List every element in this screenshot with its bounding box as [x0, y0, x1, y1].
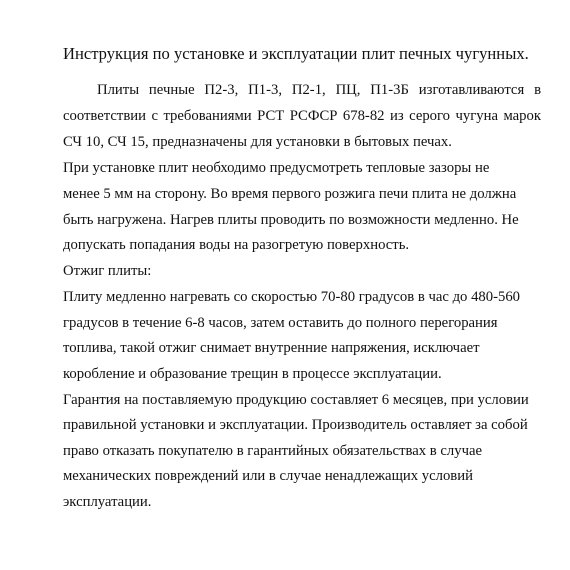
- document-title: Инструкция по установке и эксплуатации плит печных чугунных.: [63, 44, 529, 63]
- text-line: механических повреждений или в случае ненадлежащих условий: [63, 468, 473, 484]
- text-line: менее 5 мм на сторону. Во время первого розжига печи плита не должна: [63, 186, 517, 202]
- text-line: соответствии с требованиями РСТ РСФСР 678-82 из серого чугуна марок: [63, 108, 541, 124]
- text-line: допускать попадания воды на разогретую поверхность.: [63, 237, 410, 253]
- text-line: коробление и образование трещин в процессе эксплуатации.: [63, 366, 442, 382]
- text-line: Плиты печные П2-3, П1-3, П2-1, ПЦ, П1-3Б изготавливаются в: [97, 82, 541, 98]
- text-line: Плиту медленно нагревать со скоростью 70-80 градусов в час до 480-560: [63, 289, 521, 305]
- text-line: Отжиг плиты:: [63, 263, 152, 279]
- text-line: эксплуатации.: [63, 494, 152, 510]
- text-line: право отказать покупателю в гарантийных обязательствах в случае: [63, 443, 482, 459]
- text-line: При установке плит необходимо предусмотреть тепловые зазоры не: [63, 160, 490, 176]
- text-line: быть нагружена. Нагрев плиты проводить по возможности медленно. Не: [63, 212, 519, 228]
- text-line: СЧ 10, СЧ 15, предназначены для установки в бытовых печах.: [63, 134, 452, 150]
- text-line: правильной установки и эксплуатации. Производитель оставляет за собой: [63, 417, 528, 433]
- text-line: градусов в течение 6-8 часов, затем оставить до полного перегорания: [63, 315, 498, 331]
- text-line: топлива, такой отжиг снимает внутренние напряжения, исключает: [63, 340, 480, 356]
- text-line: Гарантия на поставляемую продукцию составляет 6 месяцев, при условии: [63, 392, 529, 408]
